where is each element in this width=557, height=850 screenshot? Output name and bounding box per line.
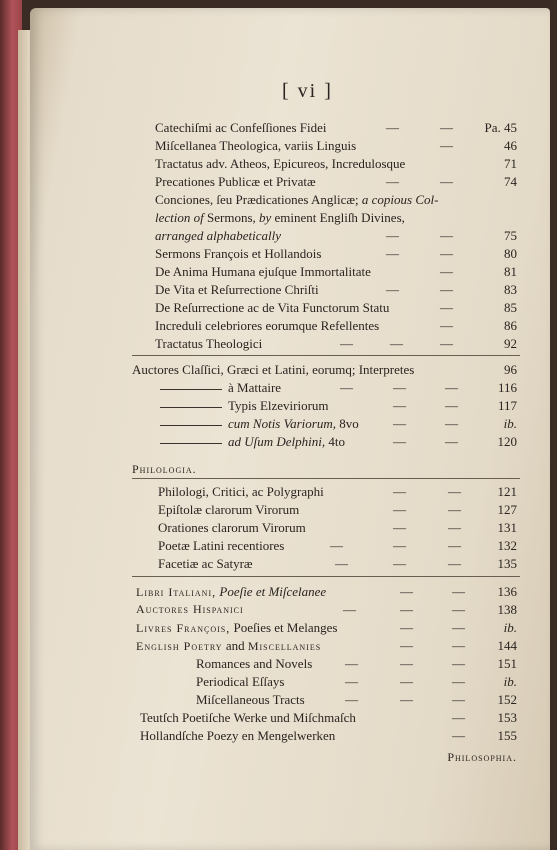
ditto-rule	[160, 407, 222, 408]
toc-title: De Anima Humana ejuſque Immortalitate	[155, 264, 371, 279]
dash: —	[452, 728, 465, 743]
toc-row	[0, 156, 557, 174]
toc-row	[0, 282, 557, 300]
dash: —	[345, 656, 358, 671]
page-number: [ vi ]	[282, 80, 333, 102]
dash: —	[452, 674, 465, 689]
toc-row	[0, 246, 557, 264]
toc-page: ib.	[503, 416, 517, 431]
dash: —	[452, 620, 465, 635]
toc-row	[0, 502, 557, 520]
toc-title: Sermons François et Hollandois	[155, 246, 322, 261]
dash: —	[448, 556, 461, 571]
toc-row	[0, 538, 557, 556]
toc-page: 81	[504, 264, 517, 279]
dash: —	[452, 584, 465, 599]
toc-title: Increduli celebriores eorumque Refellentes	[155, 318, 380, 333]
toc-row	[0, 120, 557, 138]
dash: —	[440, 282, 453, 297]
toc-page: 138	[497, 602, 517, 617]
toc-page: ib.	[503, 620, 517, 635]
dash: —	[440, 138, 453, 153]
dash: —	[400, 656, 413, 671]
toc-page: 74	[504, 174, 517, 189]
toc-title: Orationes clarorum Virorum	[158, 520, 306, 535]
toc-row	[0, 362, 557, 380]
dash: —	[386, 246, 399, 261]
toc-row	[0, 584, 557, 602]
toc-title: eminent Engliſh Divines,	[274, 210, 405, 225]
toc-page: 152	[497, 692, 517, 707]
section-heading: Philologia.	[132, 462, 197, 476]
toc-title-sc: Libri Italiani,	[136, 585, 217, 599]
toc-page: Pa. 45	[484, 120, 517, 135]
toc-row	[0, 138, 557, 156]
toc-title: à Mattaire	[228, 380, 282, 395]
toc-row	[0, 210, 557, 228]
toc-row	[0, 620, 557, 638]
toc-row	[0, 416, 557, 434]
toc-page: 131	[497, 520, 517, 535]
toc-heading: Auctores Claſſici, Græci et Latini, eorumq; Interpretes	[132, 362, 415, 377]
toc-row	[0, 380, 557, 398]
toc-title-italic: a copious Col-	[361, 192, 439, 207]
toc-title: Tractatus adv. Atheos, Epicureos, Incredulosque	[155, 156, 406, 171]
toc-title: Tractatus Theologici	[155, 336, 263, 351]
toc-title: 8vo	[339, 416, 359, 431]
toc-row	[0, 434, 557, 452]
toc-page: 92	[504, 336, 517, 351]
toc-title-italic: Poeſie et Miſcelanee	[219, 584, 327, 599]
toc-page: 85	[504, 300, 517, 315]
toc-page: 116	[497, 380, 517, 395]
toc-row	[0, 174, 557, 192]
toc-title: Teutſch Poetiſche Werke und Miſchmaſch	[140, 710, 356, 725]
toc-page: 121	[497, 484, 517, 499]
toc-page: 75	[504, 228, 517, 243]
toc-title: Periodical Eſſays	[196, 674, 285, 689]
toc-title: De Vita et Reſurrectione Chriſti	[155, 282, 319, 297]
dash: —	[393, 434, 406, 449]
toc-page: 120	[497, 434, 517, 449]
dash: —	[393, 380, 406, 395]
toc-title-italic: lection of	[155, 210, 204, 225]
toc-title-italic: arranged alphabetically	[155, 228, 282, 243]
dash: —	[335, 556, 348, 571]
toc-row	[0, 656, 557, 674]
dash: —	[445, 434, 458, 449]
toc-title: Miſcellaneous Tracts	[196, 692, 305, 707]
dash: —	[448, 520, 461, 535]
dash: —	[440, 120, 453, 135]
dash: —	[345, 692, 358, 707]
section-separator	[132, 576, 520, 577]
toc-page: 127	[497, 502, 517, 517]
toc-page: ib.	[503, 674, 517, 689]
dash: —	[386, 174, 399, 189]
toc-title: Precationes Publicæ et Privatæ	[155, 174, 316, 189]
toc-title: Sermons,	[207, 210, 256, 225]
dash: —	[390, 336, 403, 351]
dash: —	[340, 380, 353, 395]
dash: —	[440, 174, 453, 189]
dash: —	[452, 656, 465, 671]
dash: —	[445, 398, 458, 413]
toc-row	[0, 264, 557, 282]
dash: —	[400, 584, 413, 599]
dash: —	[386, 282, 399, 297]
toc-title: Typis Elzeviriorum	[228, 398, 329, 413]
toc-page: 86	[504, 318, 517, 333]
toc-row	[0, 398, 557, 416]
toc-page: 71	[504, 156, 517, 171]
toc-title-italic: cum Notis Variorum,	[228, 416, 336, 431]
catchword: Philosophia.	[447, 750, 517, 764]
toc-title-italic: ad Uſum Delphini,	[228, 434, 326, 449]
toc-row	[0, 674, 557, 692]
dash: —	[386, 120, 399, 135]
toc-row	[0, 192, 557, 210]
ditto-rule	[160, 389, 222, 390]
dash: —	[393, 556, 406, 571]
dash: —	[440, 336, 453, 351]
toc-title: 4to	[328, 434, 346, 449]
toc-title: Conciones, ſeu Prædicationes Anglicæ;	[155, 192, 359, 207]
toc-title-sc: English Poetry	[136, 639, 223, 653]
toc-title: Romances and Novels	[196, 656, 313, 671]
toc-row	[0, 710, 557, 728]
ditto-rule	[160, 425, 222, 426]
dash: —	[393, 538, 406, 553]
toc-row	[0, 484, 557, 502]
dash: —	[452, 692, 465, 707]
dash: —	[343, 602, 356, 617]
toc-page: 153	[497, 710, 517, 725]
dash: —	[452, 602, 465, 617]
toc-page: 136	[497, 584, 517, 599]
toc-page: 117	[497, 398, 517, 413]
toc-page: 144	[497, 638, 517, 653]
toc-title: Hollandſche Poezy en Mengelwerken	[140, 728, 336, 743]
toc-title: Miſcellanea Theologica, variis Linguis	[155, 138, 357, 153]
toc-title: De Reſurrectione ac de Vita Functorum Statu	[155, 300, 390, 315]
toc-title: Epiſtolæ clarorum Virorum	[158, 502, 300, 517]
toc-title: Poeſies et Melanges	[233, 620, 338, 635]
dash: —	[440, 246, 453, 261]
dash: —	[393, 398, 406, 413]
toc-page: 96	[504, 362, 517, 377]
toc-row	[0, 336, 557, 354]
toc-page: 151	[497, 656, 517, 671]
dash: —	[448, 538, 461, 553]
toc-title: and	[225, 638, 245, 653]
dash: —	[400, 620, 413, 635]
toc-row	[0, 638, 557, 656]
dash: —	[330, 538, 343, 553]
dash: —	[400, 692, 413, 707]
toc-row	[0, 228, 557, 246]
toc-row	[0, 520, 557, 538]
toc-row	[0, 602, 557, 620]
toc-row	[0, 728, 557, 746]
toc-title: Facetiæ ac Satyræ	[158, 556, 253, 571]
toc-title-sc: Miscellanies	[247, 639, 322, 653]
toc-title: Catechiſmi ac Confeſſiones Fidei	[155, 120, 327, 135]
dash: —	[445, 380, 458, 395]
dash: —	[345, 674, 358, 689]
toc-page: 132	[497, 538, 517, 553]
dash: —	[400, 602, 413, 617]
dash: —	[393, 484, 406, 499]
toc-title-italic: by	[259, 210, 272, 225]
toc-row	[0, 556, 557, 574]
toc-title-sc: Auctores Hispanici	[136, 602, 244, 616]
toc-title: Philologi, Critici, ac Polygraphi	[158, 484, 324, 499]
toc-title: Poetæ Latini recentiores	[158, 538, 285, 553]
dash: —	[400, 638, 413, 653]
section-separator	[132, 355, 520, 356]
dash: —	[340, 336, 353, 351]
dash: —	[440, 318, 453, 333]
toc-row	[0, 692, 557, 710]
toc-title-sc: Livres François,	[136, 621, 231, 635]
dash: —	[393, 416, 406, 431]
dash: —	[393, 502, 406, 517]
dash: —	[445, 416, 458, 431]
toc-row	[0, 300, 557, 318]
dash: —	[448, 502, 461, 517]
dash: —	[448, 484, 461, 499]
dash: —	[452, 638, 465, 653]
dash: —	[386, 228, 399, 243]
toc-page: 83	[504, 282, 517, 297]
ditto-rule	[160, 443, 222, 444]
toc-row	[0, 318, 557, 336]
dash: —	[440, 264, 453, 279]
dash: —	[440, 228, 453, 243]
toc-page: 155	[497, 728, 517, 743]
toc-page: 46	[504, 138, 517, 153]
toc-page: 80	[504, 246, 517, 261]
toc-page: 135	[497, 556, 517, 571]
section-separator	[132, 478, 520, 479]
dash: —	[393, 520, 406, 535]
dash: —	[452, 710, 465, 725]
dash: —	[400, 674, 413, 689]
dash: —	[440, 300, 453, 315]
